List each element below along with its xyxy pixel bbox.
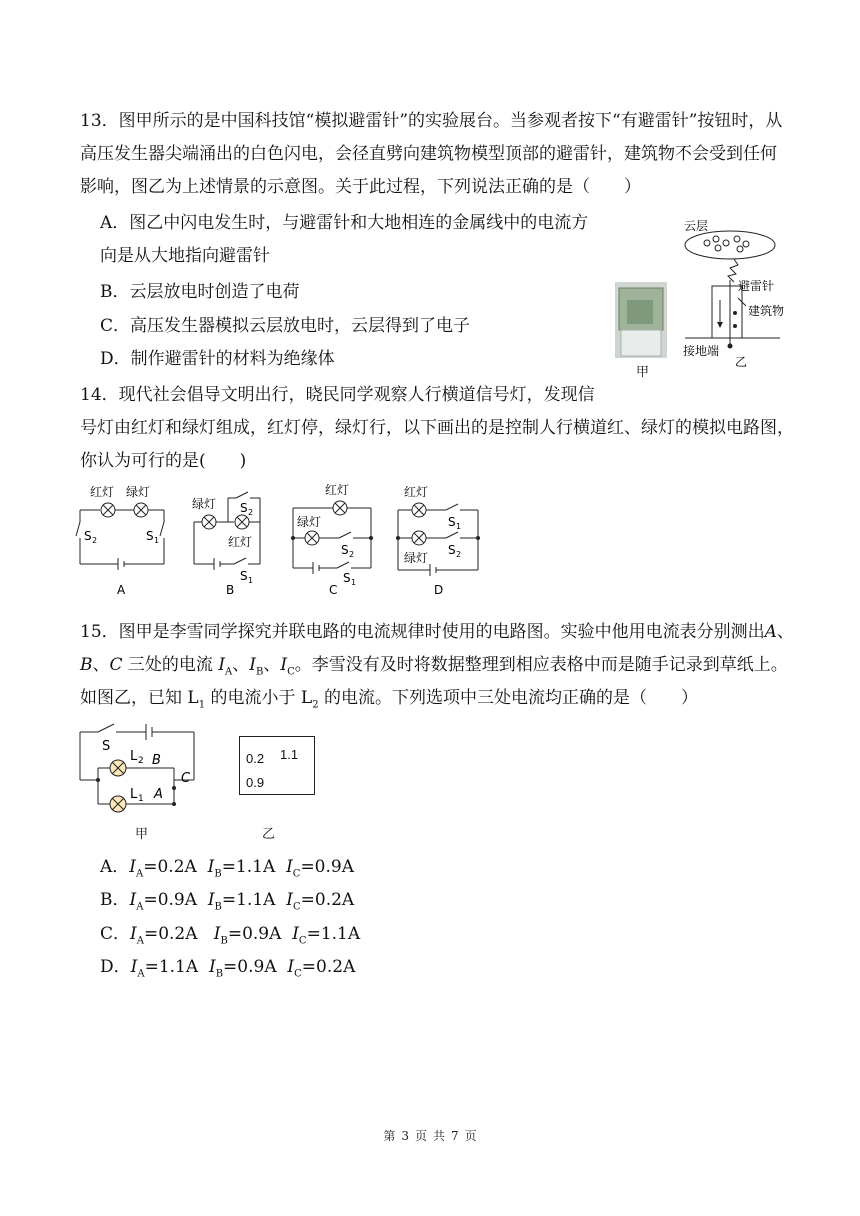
- q14-a-s1-sub: 1: [154, 536, 160, 545]
- q14-line-2: 号灯由红灯和绿灯组成，红灯停，绿灯行，以下画出的是控制人行横道红、绿灯的模拟电路图，: [80, 418, 794, 438]
- q15-opt-c-letter: C．: [100, 924, 131, 944]
- q14-circuit-c: [291, 482, 373, 597]
- q15-opt-b-ia: I: [129, 890, 137, 910]
- q15-point-c: C: [109, 655, 123, 675]
- q15-option-a: [100, 855, 354, 886]
- q15-opt-a-letter: A．: [100, 857, 130, 877]
- q14-d-s2: S: [448, 543, 456, 557]
- q15-opt-b-ic-sub: C: [293, 901, 301, 913]
- q15-opt-b-letter: B．: [100, 890, 130, 910]
- q14-circuit-d: [396, 484, 480, 597]
- q14-a-letter: A: [117, 583, 126, 597]
- q14-d-s2-sub: 2: [456, 550, 462, 559]
- q14-circuit-diagrams: [74, 480, 494, 600]
- q14-b-s2: S: [240, 501, 248, 515]
- footer-di: 第: [383, 1129, 396, 1143]
- q14-circuit-a: [76, 484, 164, 597]
- q15-ia: I: [218, 655, 226, 675]
- q14-a-s1: S: [146, 529, 154, 543]
- q15-opt-d-ib-sub: B: [215, 968, 224, 980]
- q13-label-ground: 接地端: [683, 344, 720, 358]
- q15-label-l1: L: [130, 787, 138, 802]
- q14-c-s2: S: [341, 543, 349, 557]
- q15-ic: I: [280, 655, 288, 675]
- q15-opt-c-ic-sub: C: [298, 935, 307, 947]
- q15-opt-d-va: =1.1A: [144, 957, 199, 977]
- q14-d-s1-sub: 1: [456, 522, 462, 531]
- q15-line-2-rest: 。李雪没有及时将数据整理到相应表格中而是随手记录到草纸上。: [294, 655, 788, 675]
- q13-option-a: A．图乙中闪电发生时，与避雷针和大地相连的金属线中的电流方: [100, 213, 589, 233]
- q15-opt-c-vc: =1.1A: [306, 924, 361, 944]
- q15-opt-b-ib-sub: B: [214, 901, 222, 913]
- q13-photo-jia: [615, 282, 667, 358]
- q15-opt-d-letter: D．: [100, 957, 131, 977]
- q13-option-d: D．制作避雷针的材料为绝缘体: [100, 349, 335, 369]
- q15-circuit-jia: [74, 718, 204, 828]
- footer-total-pages: 7: [451, 1129, 459, 1143]
- q15-fig-jia-label: 甲: [135, 827, 149, 842]
- q14-a-red-label: 红灯: [90, 485, 115, 499]
- q14-c-red-label: 红灯: [325, 483, 350, 497]
- q15-point-b: B: [80, 655, 93, 675]
- q15-opt-b-vc: =0.2A: [300, 890, 355, 910]
- q13-line-2: 高压发生器尖端涌出的白色闪电，会径直劈向建筑物模型顶部的避雷针，建筑物不会受到任何: [80, 144, 777, 164]
- q14-b-red-label: 红灯: [228, 535, 253, 549]
- q15-ib: I: [249, 655, 256, 675]
- q15-opt-c-vb: =0.9A: [227, 924, 282, 944]
- footer-ye: 页: [414, 1129, 427, 1143]
- q15-opt-a-ia: I: [129, 857, 136, 877]
- q15-comma-1: 、: [232, 655, 250, 675]
- footer-gong: 共: [433, 1129, 446, 1143]
- q15-opt-a-ia-sub: A: [136, 868, 144, 880]
- q15-opt-b-ib: I: [207, 890, 215, 910]
- q15-line-2-text1: 三处的电流: [122, 655, 219, 675]
- footer-page-number: 3: [401, 1129, 409, 1143]
- q15-opt-b-va: =0.9A: [143, 890, 198, 910]
- q15-option-c: [100, 922, 360, 953]
- q15-opt-b-ia-sub: A: [136, 901, 144, 913]
- q15-opt-d-vc: =0.2A: [301, 957, 356, 977]
- q15-opt-a-vb: =1.1A: [221, 857, 276, 877]
- q13-line-1: 13．图甲所示的是中国科技馆“模拟避雷针”的实验展台。当参观者按下“有避雷针”按钮时，从: [80, 111, 783, 131]
- q15-ib-sub: B: [256, 666, 264, 678]
- q15-comma-2: 、: [263, 655, 281, 675]
- q15-point-a: A: [764, 622, 777, 642]
- q15-opt-c-ia-sub: A: [136, 935, 144, 947]
- q15-option-d: [100, 955, 355, 986]
- q15-opt-d-ia-sub: A: [137, 968, 145, 980]
- q13-label-rod: 避雷针: [738, 279, 775, 293]
- q15-ic-sub: C: [287, 666, 295, 678]
- q15-line-1: [80, 620, 794, 644]
- q13-option-c: C．高压发生器模拟云层放电时，云层得到了电子: [100, 316, 471, 336]
- q14-c-green-label: 绿灯: [297, 515, 322, 529]
- q13-label-cloud: 云层: [684, 219, 709, 233]
- q15-opt-c-ia: I: [130, 924, 137, 944]
- q15-opt-a-va: =0.2A: [143, 857, 197, 877]
- q15-opt-d-ic: I: [287, 957, 295, 977]
- q15-opt-a-ib-sub: B: [214, 868, 222, 880]
- q15-option-b: [100, 888, 354, 919]
- q15-label-c: C: [181, 771, 191, 786]
- q14-b-s1: S: [240, 569, 248, 583]
- q15-note-value-1: 0.2: [246, 751, 265, 766]
- q14-b-s2-sub: 2: [248, 508, 254, 517]
- q14-d-letter: D: [434, 583, 444, 597]
- q15-opt-b-vb: =1.1A: [221, 890, 276, 910]
- q14-line-1: 14．现代社会倡导文明出行，晓民同学观察人行横道信号灯，发现信: [80, 385, 595, 405]
- q14-b-letter: B: [226, 583, 235, 597]
- q13-option-a-cont: 向是从大地指向避雷针: [100, 246, 270, 266]
- q15-opt-a-ic-sub: C: [292, 868, 301, 880]
- page-footer: [0, 1127, 860, 1144]
- q15-opt-a-vc: =0.9A: [300, 857, 354, 877]
- q14-a-s2: S: [84, 529, 92, 543]
- q15-note-value-3: 0.9: [246, 775, 265, 790]
- q15-opt-d-vb: =0.9A: [223, 957, 277, 977]
- q15-fig-yi-label: 乙: [262, 827, 276, 842]
- q14-d-s1: S: [448, 515, 456, 529]
- q14-b-green-label: 绿灯: [192, 497, 217, 511]
- q15-label-l2: L: [130, 749, 138, 764]
- q15-label-s: S: [102, 739, 111, 754]
- q13-label-building: 建筑物: [748, 304, 785, 318]
- q14-c-s1-sub: 1: [351, 578, 357, 587]
- q13-fig-jia-label: 甲: [636, 365, 650, 380]
- q15-line-1-sep: 、: [776, 622, 794, 642]
- q15-label-b: B: [152, 753, 161, 768]
- q15-label-a: A: [154, 787, 163, 802]
- q15-label-l2-sub: 2: [138, 756, 144, 766]
- q15-opt-c-va: =0.2A: [143, 924, 198, 944]
- q15-line-3: [80, 686, 698, 717]
- q15-opt-c-ic: I: [292, 924, 299, 944]
- q13-line-3: 影响，图乙为上述情景的示意图。关于此过程，下列说法正确的是（ ）: [80, 177, 641, 197]
- q14-a-s2-sub: 2: [92, 536, 98, 545]
- q13-fig-yi-label: 乙: [735, 355, 748, 368]
- q15-line-1-text: 15．图甲是李雪同学探究并联电路的电流规律时使用的电路图。实验中他用电流表分别测出: [80, 622, 765, 642]
- q15-ia-sub: A: [225, 666, 233, 678]
- q15-opt-c-ib: I: [213, 924, 221, 944]
- footer-ye-2: 页: [464, 1129, 477, 1143]
- q15-line-3-c: 的电流。下列选项中三处电流均正确的是（ ）: [318, 688, 698, 708]
- q15-opt-d-ic-sub: C: [294, 968, 302, 980]
- q14-d-green-label: 绿灯: [404, 551, 429, 565]
- q14-line-3: 你认为可行的是( ): [80, 451, 247, 471]
- q15-sep-1: 、: [92, 655, 110, 675]
- q15-opt-c-ib-sub: B: [220, 935, 228, 947]
- q15-opt-b-ic: I: [286, 890, 293, 910]
- q15-opt-d-ib: I: [208, 957, 216, 977]
- q15-line-3-a: 如图乙，已知 L: [80, 688, 199, 708]
- q13-option-b: B．云层放电时创造了电荷: [100, 282, 300, 302]
- q15-line-3-b: 的电流小于 L: [205, 688, 313, 708]
- q14-a-green-label: 绿灯: [126, 485, 151, 499]
- q15-l2-sub: 2: [312, 699, 319, 711]
- q14-c-s1: S: [343, 571, 351, 585]
- q15-opt-d-ia: I: [130, 957, 138, 977]
- q14-c-letter: C: [329, 583, 338, 597]
- q15-opt-a-ib: I: [207, 857, 215, 877]
- q15-opt-a-ic: I: [286, 857, 293, 877]
- q14-circuit-b: [192, 492, 260, 597]
- q15-label-l1-sub: 1: [138, 794, 144, 804]
- q13-diagram-yi: [680, 218, 810, 368]
- q15-note-value-2: 1.1: [280, 747, 299, 762]
- q14-b-s1-sub: 1: [248, 576, 254, 585]
- q15-note-box: [239, 736, 315, 795]
- q14-d-red-label: 红灯: [404, 485, 429, 499]
- q15-line-2: [80, 653, 788, 684]
- q15-l1-sub: 1: [198, 699, 206, 711]
- q14-c-s2-sub: 2: [349, 550, 355, 559]
